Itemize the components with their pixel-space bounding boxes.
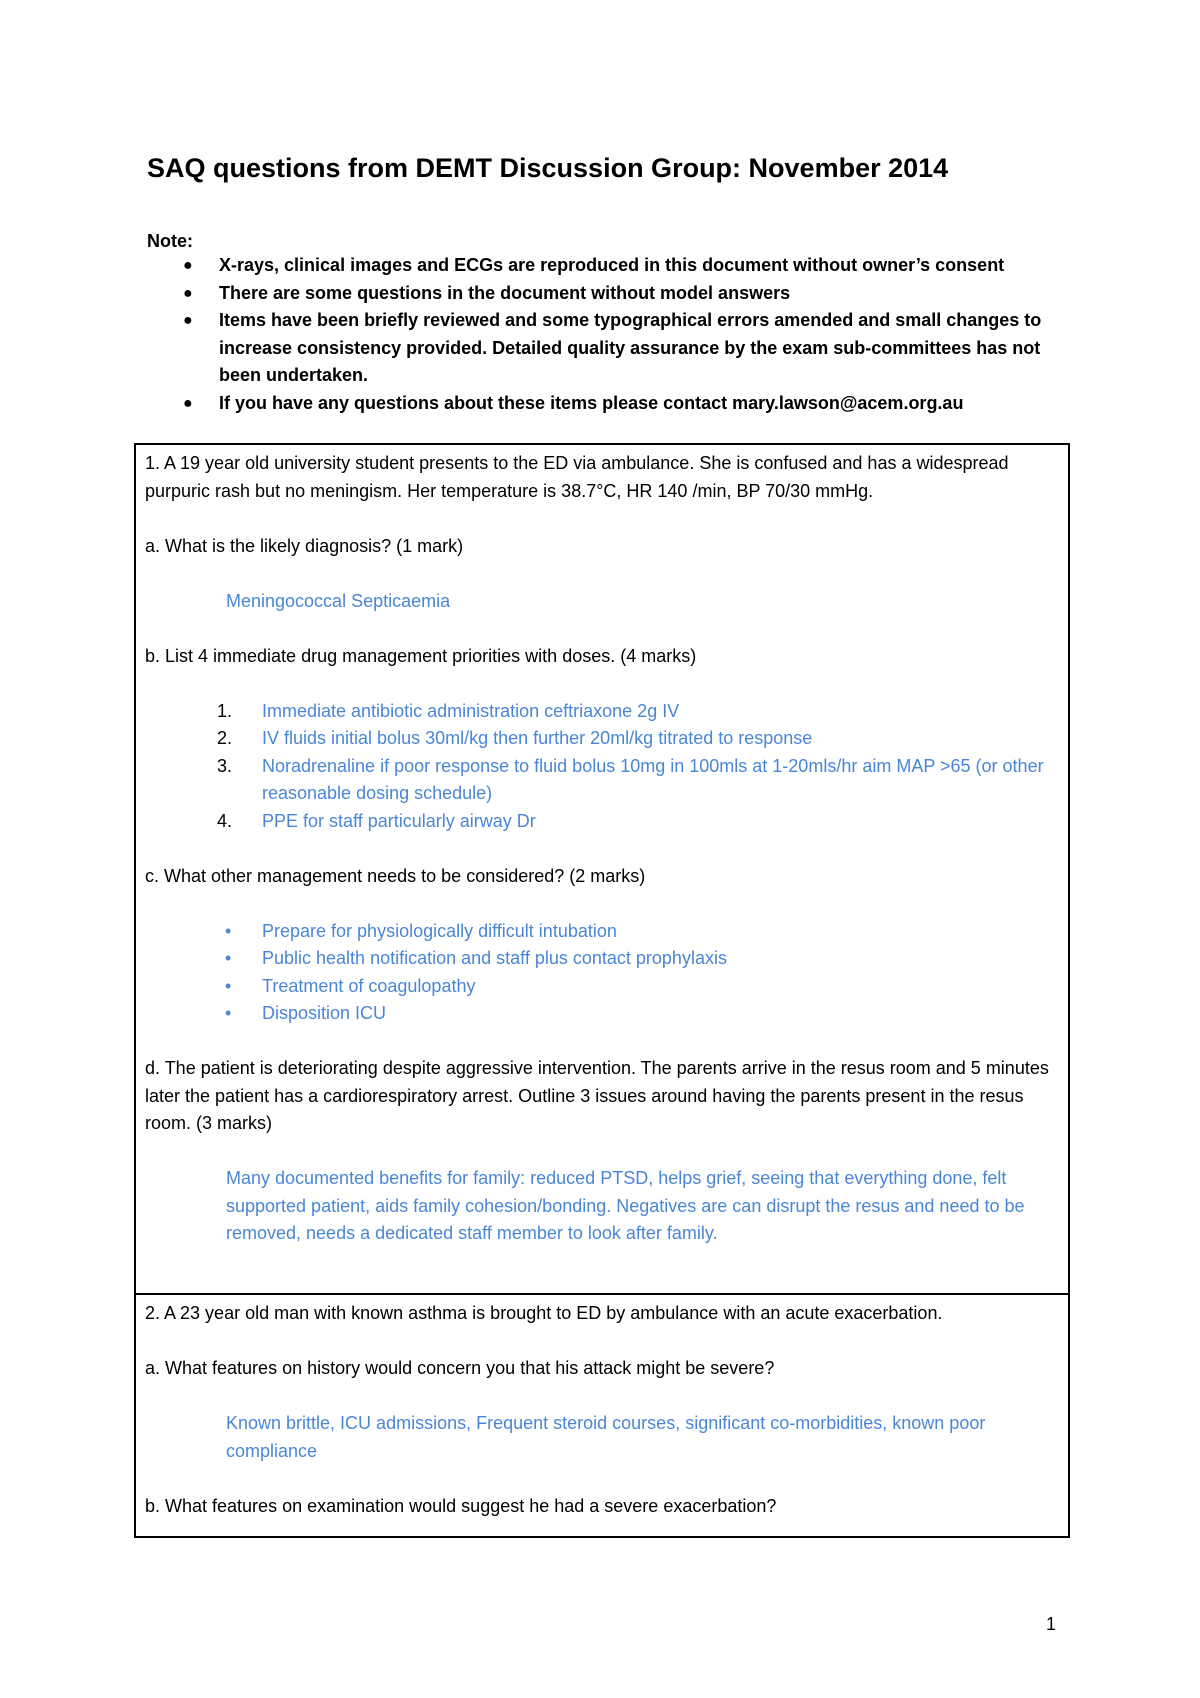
answer-1d: Many documented benefits for family: reduced PTSD, helps grief, seeing that everything done, felt supported patient, aids family cohesion/bonding. Negatives are can disrupt the resus and need to be removed, needs a dedicated staff member to look after family. bbox=[226, 1168, 1025, 1243]
question-2b: b. What features on examination would suggest he had a severe exacerbation? bbox=[145, 1495, 777, 1516]
note-label: Note: bbox=[147, 231, 193, 251]
page-number: 1 bbox=[1046, 1614, 1057, 1634]
bullet-icon: • bbox=[225, 920, 232, 941]
bullet-icon: ● bbox=[183, 312, 193, 329]
bullet-icon: ● bbox=[183, 394, 193, 412]
list-item: 3. Noradrenaline if poor response to fluid bolus 10mg in 100mls at 1-20mls/hr aim MAP >65 (or other reasonable dosing schedule) bbox=[217, 755, 1044, 803]
bullet-icon: • bbox=[225, 948, 232, 968]
question-2a: a. What features on history would concern you that his attack might be severe? bbox=[145, 1358, 775, 1378]
answer-1a: Meningococcal Septicaemia bbox=[226, 590, 451, 611]
list-item: 2. IV fluids initial bolus 30ml/kg then further 20ml/kg titrated to response bbox=[217, 728, 813, 748]
list-item: • Public health notification and staff plus contact prophylaxis bbox=[145, 945, 1060, 973]
list-item: • Prepare for physiologically difficult intubation bbox=[145, 918, 1060, 946]
list-item: 4. PPE for staff particularly airway Dr bbox=[217, 810, 536, 831]
question-1-stem: 1. A 19 year old university student presents to the ED via ambulance. She is confused and has a widespread purpuric rash but no meningism. Her temperature is 38.7°C, HR 140 /min, BP 70/30 mmHg. bbox=[145, 453, 1009, 501]
answer-1c-list bbox=[145, 918, 1060, 1028]
answer-2a: Known brittle, ICU admissions, Frequent steroid courses, significant co-morbidities, known poor compliance bbox=[226, 1413, 986, 1461]
note-list bbox=[147, 252, 1067, 417]
question-1a: a. What is the likely diagnosis? (1 mark) bbox=[145, 535, 464, 556]
question-1c: c. What other management needs to be considered? (2 marks) bbox=[145, 865, 646, 886]
answer-1b-list bbox=[145, 698, 1060, 836]
bullet-icon: • bbox=[225, 975, 232, 996]
list-item: • Disposition ICU bbox=[145, 1000, 1060, 1028]
question-1-box bbox=[134, 443, 1070, 1295]
note-item: ● Items have been briefly reviewed and some typographical errors amended and small changes to increase consistency provided. Detailed quality assurance by the exam sub-committees has not been undertaken. bbox=[147, 307, 1067, 390]
list-item: • Treatment of coagulopathy bbox=[145, 973, 1060, 1001]
note-item: ● If you have any questions about these items please contact mary.lawson@acem.org.au bbox=[147, 390, 1067, 418]
question-2-stem: 2. A 23 year old man with known asthma is brought to ED by ambulance with an acute exacerbation. bbox=[145, 1303, 943, 1323]
document-title: SAQ questions from DEMT Discussion Group: November 2014 bbox=[147, 153, 949, 183]
note-item: ● There are some questions in the document without model answers bbox=[147, 280, 1067, 308]
bullet-icon: ● bbox=[183, 284, 193, 302]
bullet-icon: ● bbox=[183, 257, 193, 274]
list-item: 1. Immediate antibiotic administration ceftriaxone 2g IV bbox=[217, 700, 680, 721]
question-2-box bbox=[134, 1293, 1070, 1538]
question-1b: b. List 4 immediate drug management priorities with doses. (4 marks) bbox=[145, 645, 697, 666]
bullet-icon: • bbox=[225, 1003, 232, 1023]
question-1d: d. The patient is deteriorating despite aggressive intervention. The parents arrive in the resus room and 5 minutes later the patient has a cardiorespiratory arrest. Outline 3 issues around having the parents present in the resus room. (3 marks) bbox=[145, 1058, 1049, 1133]
note-item: ● X-rays, clinical images and ECGs are reproduced in this document without owner’s consent bbox=[147, 252, 1067, 280]
